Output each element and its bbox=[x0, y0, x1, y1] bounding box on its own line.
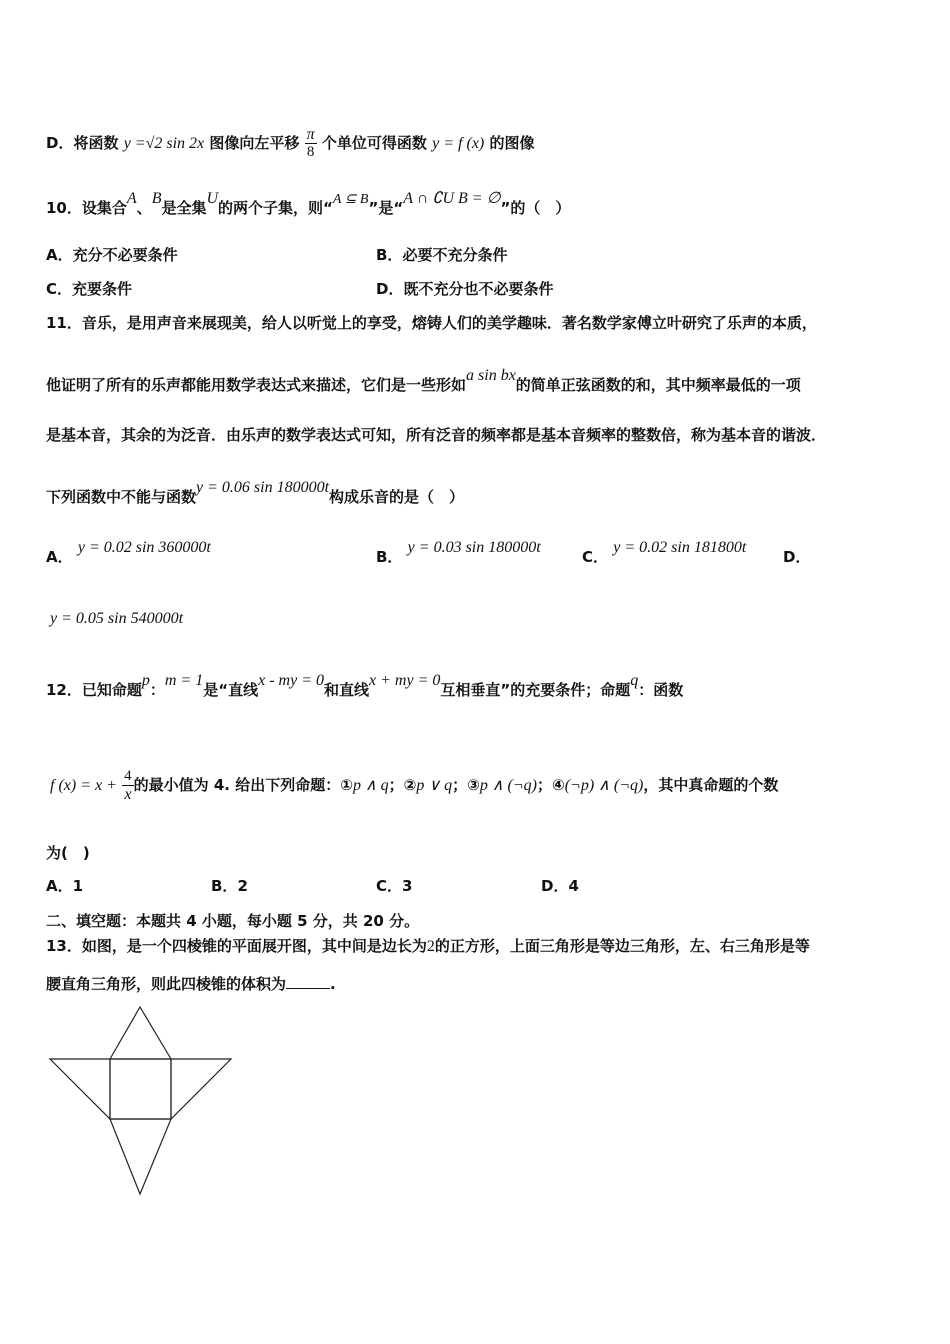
q12-option-b: B．2 bbox=[211, 877, 248, 895]
q10-option-a: A．充分不必要条件 bbox=[46, 246, 178, 264]
q10-option-c: C．充要条件 bbox=[46, 280, 133, 298]
q10-option-d: D．既不充分也不必要条件 bbox=[376, 280, 554, 298]
question-12-line-2: f (x) = x + $\frac{4}{x}$ 的最小值为 4. 给出下列命题：①p ∧ q；②p ∨ q；③p ∧ (¬q)；④(¬p) ∧ (¬q)，其中真命题的个数 bbox=[50, 768, 779, 803]
answer-blank[interactable] bbox=[286, 974, 330, 989]
section-heading: 二、填空题：本题共 4 小题，每小题 5 分，共 20 分。 bbox=[46, 912, 420, 930]
question-11-line-2: 他证明了所有的乐声都能用数学表达式来描述，它们是一些形如a sin bx的简单正弦函数的和，其中频率最低的一项 bbox=[46, 367, 801, 394]
q11-option-d-expr: y = 0.05 sin 540000t bbox=[50, 610, 184, 627]
question-11-line-3: 是基本音，其余的为泛音．由乐声的数学表达式可知，所有泛音的频率都是基本音频率的整数倍，称为基本音的谐波． bbox=[46, 426, 827, 444]
q12-option-d: D．4 bbox=[541, 877, 579, 895]
question-12-line-1: 12．已知命题p：m = 1是“直线x - my = 0和直线x + my = 0互相垂直”的充要条件；命题q：函数 bbox=[46, 672, 684, 699]
question-11-line-1: 11．音乐，是用声音来展现美，给人以听觉上的享受，熔铸人们的美学趣味．著名数学家傅立叶研究了乐声的本质， bbox=[46, 314, 817, 332]
math-expression: y =√2 sin 2x bbox=[123, 135, 205, 152]
q10-option-b: B．必要不充分条件 bbox=[376, 246, 508, 264]
q11-option-d-label: D． bbox=[783, 548, 811, 566]
q9-option-d: D．将函数 y =√2 sin 2x 图像向左平移 $\frac{\pi}{8}$ 个单位可得函数 y = f (x) 的图像 bbox=[46, 126, 535, 160]
question-11-line-4: 下列函数中不能与函数y = 0.06 sin 180000t构成乐音的是（ ） bbox=[46, 479, 465, 506]
q11-option-a: A． y = 0.02 sin 360000t bbox=[46, 539, 211, 566]
math-expression: y = f (x) bbox=[432, 135, 485, 152]
question-13-line-2: 腰直角三角形，则此四棱锥的体积为 . bbox=[46, 975, 336, 993]
fraction-4-over-x: $\frac{4}{x}$ bbox=[124, 768, 132, 803]
net-left-triangle bbox=[50, 1059, 110, 1119]
q12-option-c: C．3 bbox=[376, 877, 413, 895]
q12-option-a: A．1 bbox=[46, 877, 84, 895]
question-10: 10．设集合A、B是全集U的两个子集，则“A ⊆ B”是“A ∩ ∁U B = ∅”的（ ） bbox=[46, 190, 571, 217]
q11-option-c: C． y = 0.02 sin 181800t bbox=[582, 539, 747, 566]
net-right-triangle bbox=[171, 1059, 231, 1119]
question-12-line-3: 为( ) bbox=[46, 844, 90, 862]
q11-option-b: B． y = 0.03 sin 180000t bbox=[376, 539, 541, 566]
net-top-triangle bbox=[110, 1007, 171, 1059]
pyramid-net-figure bbox=[48, 1005, 238, 1200]
fraction-pi-over-8: $\frac{\pi}{8}$ bbox=[306, 126, 315, 160]
question-13-line-1: 13．如图，是一个四棱锥的平面展开图，其中间是边长为2的正方形，上面三角形是等边三角形，左、右三角形是等 bbox=[46, 937, 810, 955]
net-center-square bbox=[110, 1059, 171, 1119]
net-bottom-triangle bbox=[110, 1119, 171, 1194]
